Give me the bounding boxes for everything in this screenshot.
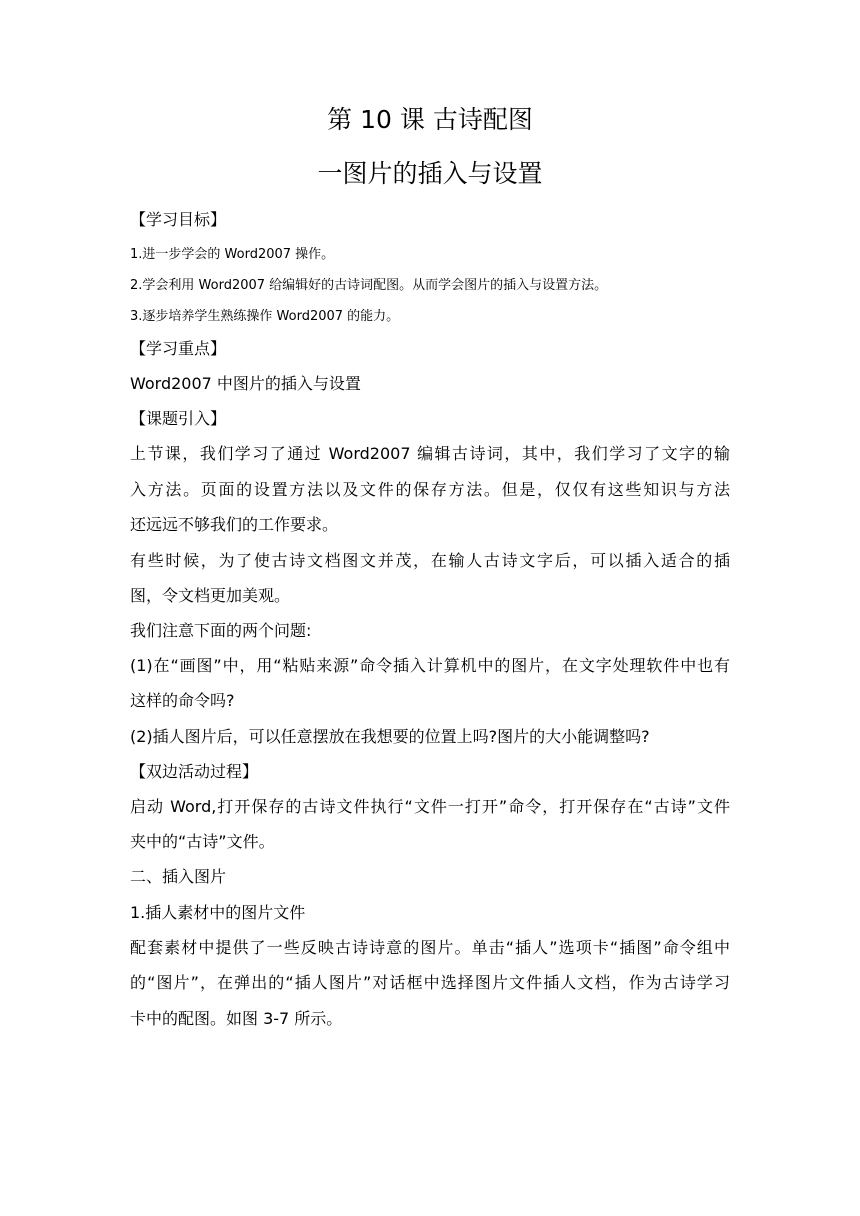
paragraph-line: 上节课，我们学习了通过 Word2007 编辑古诗词，其中，我们学习了文字的输 [130, 444, 730, 463]
subsection-heading: 1.插人素材中的图片文件 [130, 903, 306, 922]
paragraph-line: 卡中的配图。如图 3-7 所示。 [130, 1009, 343, 1028]
lesson-subtitle: 一图片的插入与设置 [317, 159, 543, 188]
paragraph-line: 夹中的“古诗”文件。 [130, 832, 275, 851]
focus-heading: 【学习重点】 [130, 339, 227, 358]
paragraph-line: 有些时候，为了使古诗文档图文并茂，在输人古诗文字后，可以插入适合的插 [130, 551, 730, 570]
paragraph-line: 启动 Word,打开保存的古诗文件执行“文件一打开”命令，打开保存在“古诗”文件 [130, 797, 730, 816]
question-line: (1)在“画图”中，用“粘贴来源”命令插入计算机中的图片，在文字处理软件中也有 [130, 656, 730, 675]
section-heading: 二、插入图片 [130, 867, 227, 886]
lesson-title: 第 10 课 古诗配图 [327, 105, 533, 134]
objective-item: 1.进一步学会的 Word2007 操作。 [130, 247, 335, 262]
paragraph-line: 配套素材中提供了一些反映古诗诗意的图片。单击“插人”选项卡“插图”命令组中 [130, 938, 730, 957]
paragraph-line: 的“图片”，在弹出的“插人图片”对话框中选择图片文件插人文档，作为古诗学习 [130, 973, 730, 992]
paragraph-line: 我们注意下面的两个问题: [130, 621, 312, 640]
question-line: (2)插人图片后，可以任意摆放在我想要的位置上吗?图片的大小能调整吗? [130, 727, 650, 746]
paragraph-line: 图，令文档更加美观。 [130, 586, 291, 605]
question-line: 这样的命令吗? [130, 691, 235, 710]
paragraph-line: 入方法。页面的设置方法以及文件的保存方法。但是，仅仅有这些知识与方法 [130, 480, 730, 499]
activity-heading: 【双边活动过程】 [130, 762, 259, 781]
intro-heading: 【课题引入】 [130, 409, 227, 428]
focus-text: Word2007 中图片的插入与设置 [130, 374, 361, 393]
objective-item: 3.逐步培养学生熟练操作 Word2007 的能力。 [130, 309, 400, 324]
objectives-heading: 【学习目标】 [130, 210, 227, 229]
objective-item: 2.学会利用 Word2007 给编辑好的古诗词配图。从而学会图片的插入与设置方法。 [130, 278, 608, 293]
paragraph-line: 还远远不够我们的工作要求。 [130, 515, 339, 534]
